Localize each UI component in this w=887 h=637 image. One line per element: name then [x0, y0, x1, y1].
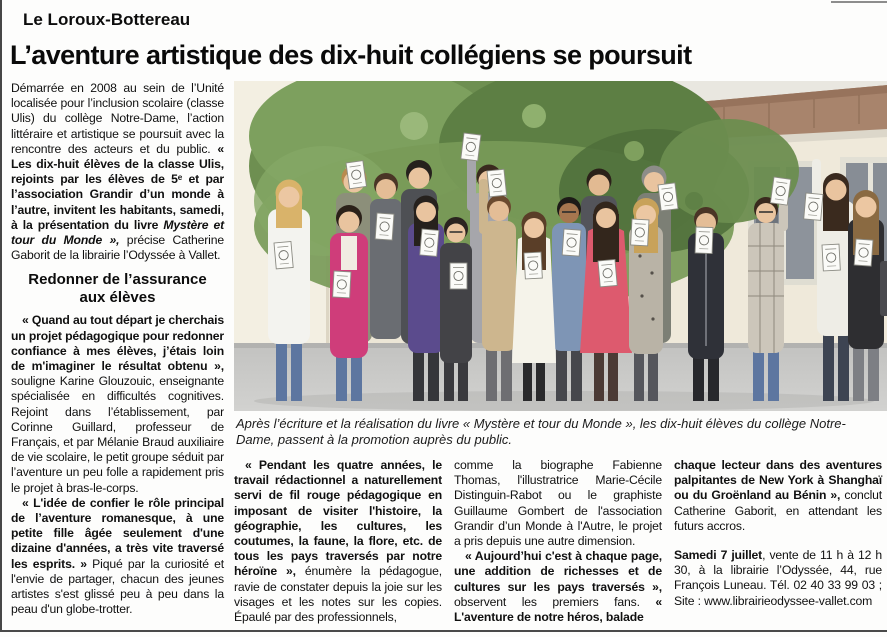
paragraph-fans: « Aujourd’hui c'est à chaque page, une addition de richesses et de cultures sur les pays traversés », observent les premiers fans. « L'aventure de notre héros, balade: [454, 549, 662, 625]
paragraph-quote-teacher: « Quand au tout départ je cherchais un projet pédagogique pour redonner confiance à mes élèves, j’étais loin de m'imaginer le résultat obtenu », souligne Karine Glouzouic, enseignante spécialisée en difficultés cognitives. Rejoint dans l’établissement, par Corinne Guillard, professeur de Français, et par Mélanie Braud auxiliaire de vie scolaire, le petit groupe séduit par l’aventure un peu folle a rapidement pris le projet à bras-le-corps.: [11, 313, 224, 495]
column-3: [454, 458, 662, 625]
paragraph-conclusion: chaque lecteur dans des aventures palpitantes de New York à Shanghaï ou du Groënland au Bénin », conclut Catherine Gaborit, en attendant les futurs accros.: [674, 458, 882, 533]
article-photo: [234, 81, 887, 411]
bottom-columns: [234, 458, 887, 625]
paragraph-quote-years: « Pendant les quatre années, le travail rédactionnel a naturellement servi de fil rouge pédagogique en imposant de visiter l'histoire, la géographie, les cultures, les coutumes, la faune, la flore, etc. de tous les pays traversés par notre héroïne », énumère la pédagogue, ravie de constater depuis la joie sur les visages et les notes sur les copies. Épaulé par des professionnels,: [234, 458, 442, 625]
group-photo-illustration: [234, 81, 887, 411]
paragraph-intro: Démarrée en 2008 au sein de l’Unité localisée pour l’inclusion scolaire (classe Ulis) du collège Notre-Dame, l’action littéraire et artistique se poursuit avec la rencontre des acteurs et du public. « Les dix-huit élèves de la classe Ulis, rejoints par les élèves de 5ᵉ et par l’association Grandir d’un monde à l’autre, invitent les habitants, samedi, à la présentation du livre Mystère et tour du Monde », précise Catherine Gaborit de la librairie l’Odyssée à Vallet.: [11, 81, 224, 263]
paragraph-professionals: comme la biographe Fabienne Thomas, l'illustratrice Marie-Cécile Distinguin-Rabot ou le graphiste Guillaume Gombert de l'association Grandir d’un Monde à l'Autre, le projet a pris depuis une autre dimension.: [454, 458, 662, 549]
photo-and-columns: [234, 81, 887, 625]
article-body: [11, 81, 881, 625]
photo-caption: Après l’écriture et la réalisation du livre « Mystère et tour du Monde », les dix-huit élèves du collège Notre-Dame, passent à la promotion auprès du public.: [236, 416, 846, 447]
column-2: [234, 458, 442, 625]
headline: L’aventure artistique des dix-huit collégiens se poursuit: [10, 40, 692, 70]
column-1: [11, 81, 224, 625]
section-kicker: Le Loroux-Bottereau: [23, 10, 191, 29]
paragraph-idea: « L'idée de confier le rôle principal de l’aventure romanesque, à une petite fille âgée seulement d'une dizaine d'années, a très vite traversé les esprits. » Piqué par la curiosité et l'envie de partager, chacun des jeunes artistes s'est glissé peu à peu dans la peau d'un globe-trotter.: [11, 495, 224, 617]
column-4: [674, 458, 882, 625]
crosshead: Redonner de l’assurance aux élèves: [28, 271, 207, 307]
paragraph-practical-info: Samedi 7 juillet, vente de 11 h à 12 h 30, à la librairie l’Odyssée, 44, rue François Luneau. Tél. 02 40 33 99 03 ; Site : www.librairieodyssee-vallet.com: [674, 548, 882, 608]
